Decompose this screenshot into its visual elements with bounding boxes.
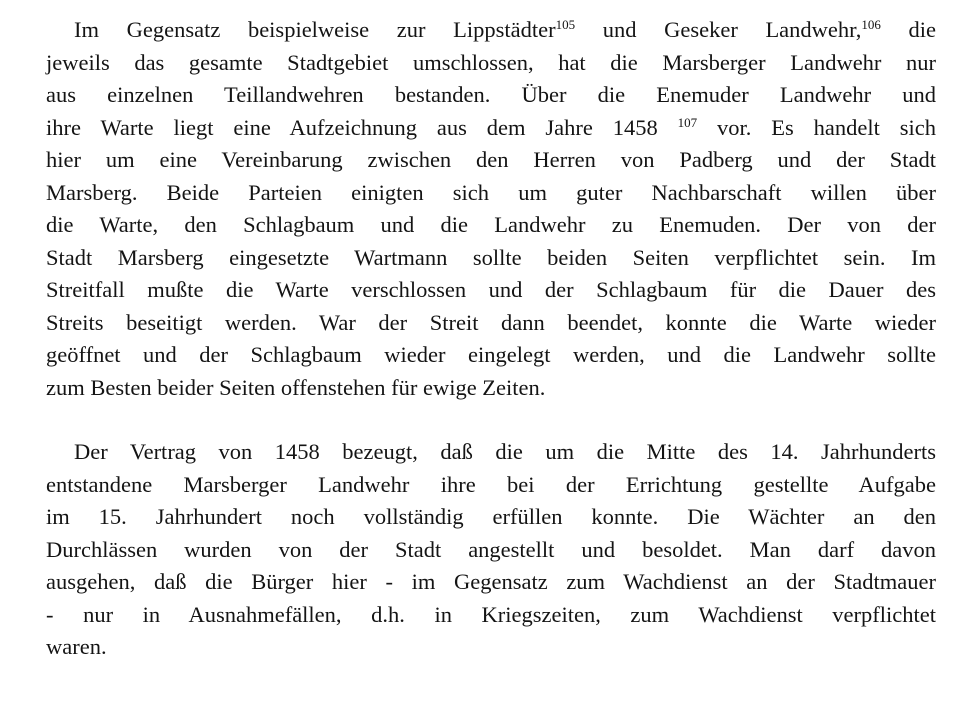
text-line [46,631,936,664]
text-line [46,144,936,177]
document-body [46,14,936,664]
text-segment: und Geseker Landwehr, [575,17,862,42]
text-segment: aus einzelnen Teillandwehren bestanden. Über die Enemuder Landwehr und [46,82,936,107]
text-segment: Marsberg. Beide Parteien einigten sich um guter Nachbarschaft willen über [46,179,936,205]
paragraph-gap [46,404,936,436]
text-line [46,599,936,632]
text-segment: die [880,17,936,42]
text-line [46,534,936,567]
text-line [46,14,936,47]
text-segment: im 15. Jahrhundert noch vollständig erfüllen konnte. Die Wächter an den [46,504,936,529]
text-line [46,209,936,242]
text-segment: Streitfall mußte die Warte verschlossen und der Schlagbaum für die Dauer des [46,277,936,302]
document-page [46,14,936,664]
text-segment: - nur in Ausnahmefällen, d.h. in Kriegszeiten, zum Wachdienst verpflichtet [46,601,936,627]
text-segment: die Warte, den Schlagbaum und die Landwehr zu Enemuden. Der von der [46,212,936,237]
text-line [46,339,936,372]
text-line [46,436,936,469]
text-segment: Der Vertrag von 1458 bezeugt, daß die um die Mitte des 14. Jahrhunderts [74,439,936,464]
text-segment: ihre Warte liegt eine Aufzeichnung aus dem Jahre 1458 [46,114,678,140]
paragraph [46,436,936,664]
text-segment: vor. Es handelt sich [697,114,936,140]
text-line [46,372,936,405]
footnote-marker: 106 [861,16,881,32]
text-segment: Streits beseitigt werden. War der Streit dann beendet, konnte die Warte wieder [46,309,936,335]
text-line [46,79,936,112]
text-segment: geöffnet und der Schlagbaum wieder eingelegt werden, und die Landwehr sollte [46,342,936,367]
text-segment: ausgehen, daß die Bürger hier - im Gegensatz zum Wachdienst an der Stadtmauer [46,569,936,594]
text-line [46,307,936,340]
text-line [46,274,936,307]
text-segment: waren. [46,634,107,659]
text-segment: Stadt Marsberg eingesetzte Wartmann sollte beiden Seiten verpflichtet sein. Im [46,244,936,270]
text-line [46,112,936,145]
text-segment: Im Gegensatz beispielweise zur Lippstädter [74,17,556,42]
footnote-marker: 105 [555,16,576,32]
text-segment: Durchlässen wurden von der Stadt angestellt und besoldet. Man darf davon [46,536,936,562]
text-line [46,469,936,502]
text-segment: hier um eine Vereinbarung zwischen den Herren von Padberg und der Stadt [46,147,936,172]
text-line [46,566,936,599]
text-segment: jeweils das gesamte Stadtgebiet umschlossen, hat die Marsberger Landwehr nur [46,49,936,75]
text-segment: entstandene Marsberger Landwehr ihre bei der Errichtung gestellte Aufgabe [46,471,936,497]
paragraph [46,14,936,404]
text-segment: zum Besten beider Seiten offenstehen für ewige Zeiten. [46,374,546,400]
text-line [46,242,936,275]
text-line [46,177,936,210]
text-line [46,47,936,80]
text-line [46,501,936,534]
footnote-marker: 107 [677,114,698,130]
